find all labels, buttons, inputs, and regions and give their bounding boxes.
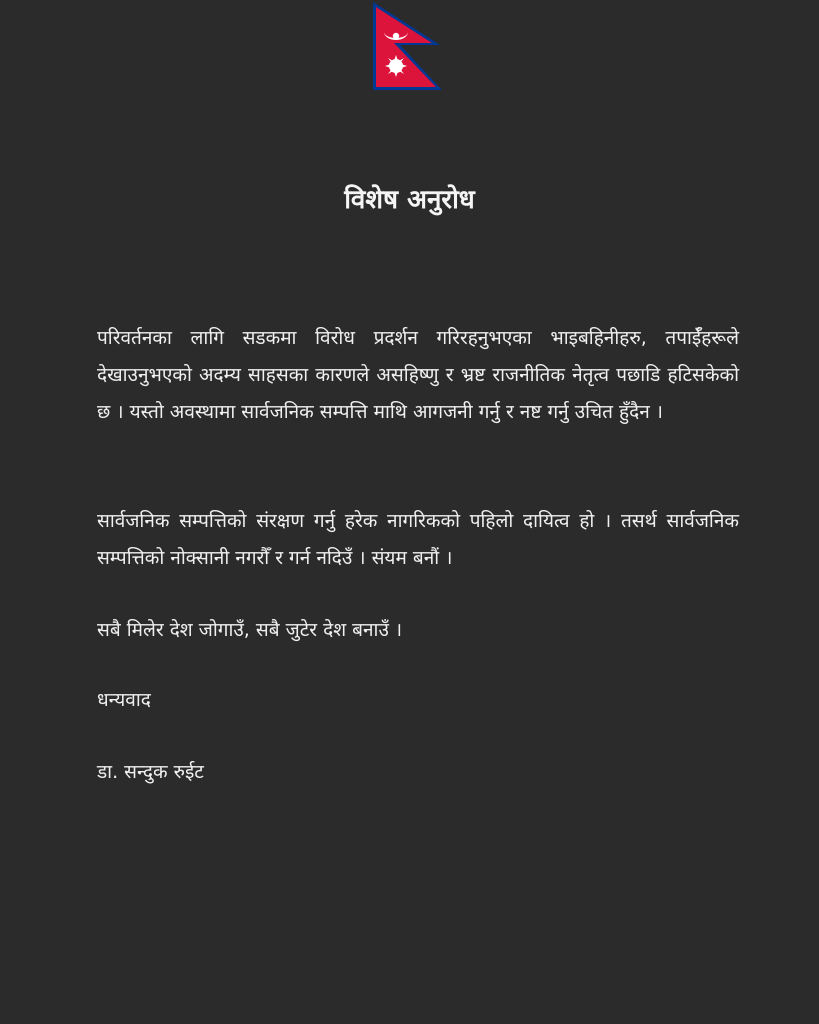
letter-title: विशेष अनुरोध (344, 185, 475, 215)
nepal-flag-icon (370, 0, 444, 94)
paragraph-appeal: परिवर्तनका लागि सडकमा विरोध प्रदर्शन गरिरहनुभएका भाइबहिनीहरु, तपाईँहरूले देखाउनुभएको अदम्य साहसका कारणले असहिष्णु र भ्रष्ट राजनीतिक नेतृत्व पछाडि हटिसकेको छ । यस्तो अवस्थामा सार्वजनिक सम्पत्ति माथि आगजनी गर्नु र नष्ट गर्नु उचित हुँदैन । (97, 327, 739, 423)
closing-thanks: धन्यवाद (97, 689, 151, 711)
paragraph-slogan: सबै मिलेर देश जोगाउँ, सबै जुटेर देश बनाउँ । (97, 619, 403, 641)
paragraph-public-property: सार्वजनिक सम्पत्तिको संरक्षण गर्नु हरेक नागरिकको पहिलो दायित्व हो । तसर्थ सार्वजनिक सम्पत्तिको नोक्सानी नगरौँ र गर्न नदिउँ । संयम बनौं । (97, 510, 739, 569)
signature: डा. सन्दुक रुईट (97, 761, 204, 783)
